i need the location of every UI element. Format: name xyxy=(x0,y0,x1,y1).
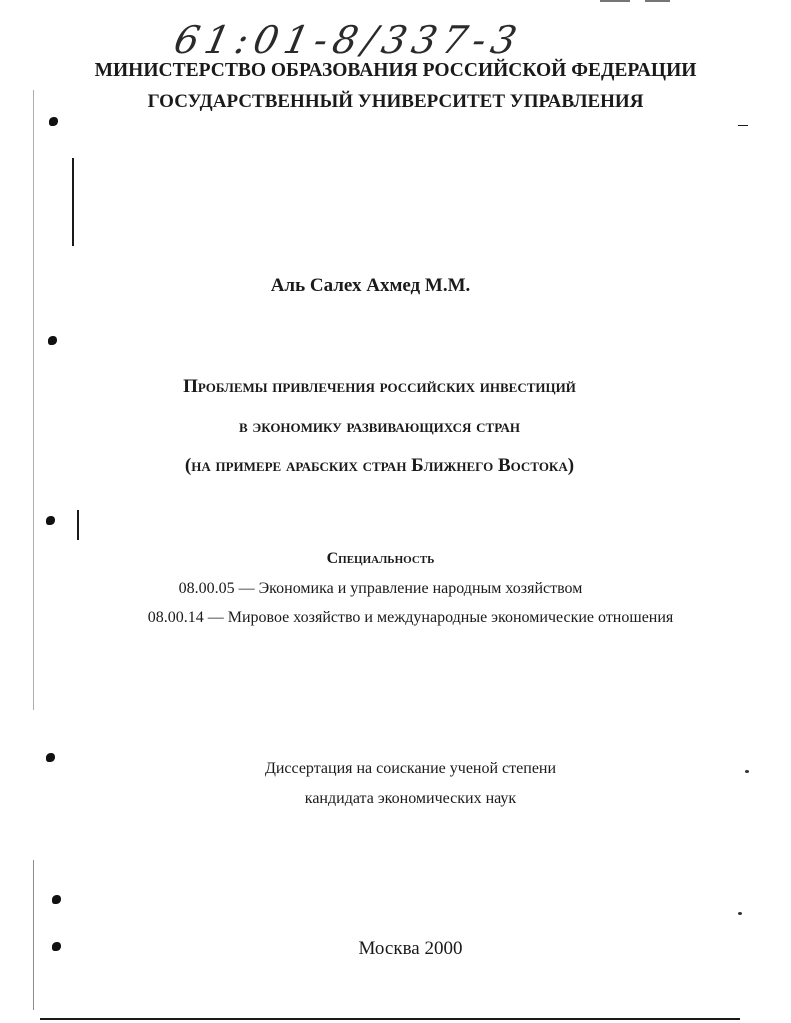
specialty-line-2: 08.00.14 — Мировое хозяйство и международные экономические отношения xyxy=(147,609,674,626)
dissertation-degree-line-2: кандидата экономических наук xyxy=(304,790,517,807)
handwritten-archive-code: 61:01-8/337-3 xyxy=(170,18,527,62)
title-line-1: Проблемы привлечения российских инвестиций xyxy=(183,376,576,397)
title-line-2: в экономику развивающихся стран xyxy=(238,416,521,437)
author-name: Аль Салех Ахмед М.М. xyxy=(270,275,471,296)
scan-margin-line xyxy=(72,158,74,246)
binding-hole-mark xyxy=(52,942,61,951)
scan-margin-line xyxy=(40,1018,740,1020)
scan-speck xyxy=(745,770,749,773)
title-line-3: (на примере арабских стран Ближнего Востока) xyxy=(184,455,575,476)
binding-hole-mark xyxy=(49,117,58,126)
specialty-line-1: 08.00.05 — Экономика и управление народным хозяйством xyxy=(178,580,583,597)
city-year: Москва 2000 xyxy=(358,938,463,959)
scan-margin-line xyxy=(33,860,34,1010)
binding-hole-mark xyxy=(46,516,55,525)
dissertation-degree-line-1: Диссертация на соискание ученой степени xyxy=(264,760,557,777)
university-name: ГОСУДАРСТВЕННЫЙ УНИВЕРСИТЕТ УПРАВЛЕНИЯ xyxy=(147,91,644,112)
scan-margin-line xyxy=(77,510,79,540)
scan-speck xyxy=(738,912,742,915)
scan-margin-line xyxy=(33,90,34,710)
binding-hole-mark xyxy=(46,753,55,762)
binding-hole-mark xyxy=(48,336,57,345)
scan-margin-line xyxy=(738,125,748,126)
scan-margin-line xyxy=(645,0,670,2)
specialty-heading: Специальность xyxy=(326,550,435,567)
scan-margin-line xyxy=(600,0,630,2)
binding-hole-mark xyxy=(52,895,61,904)
ministry-name: МИНИСТЕРСТВО ОБРАЗОВАНИЯ РОССИЙСКОЙ ФЕДЕРАЦИИ xyxy=(94,60,697,81)
